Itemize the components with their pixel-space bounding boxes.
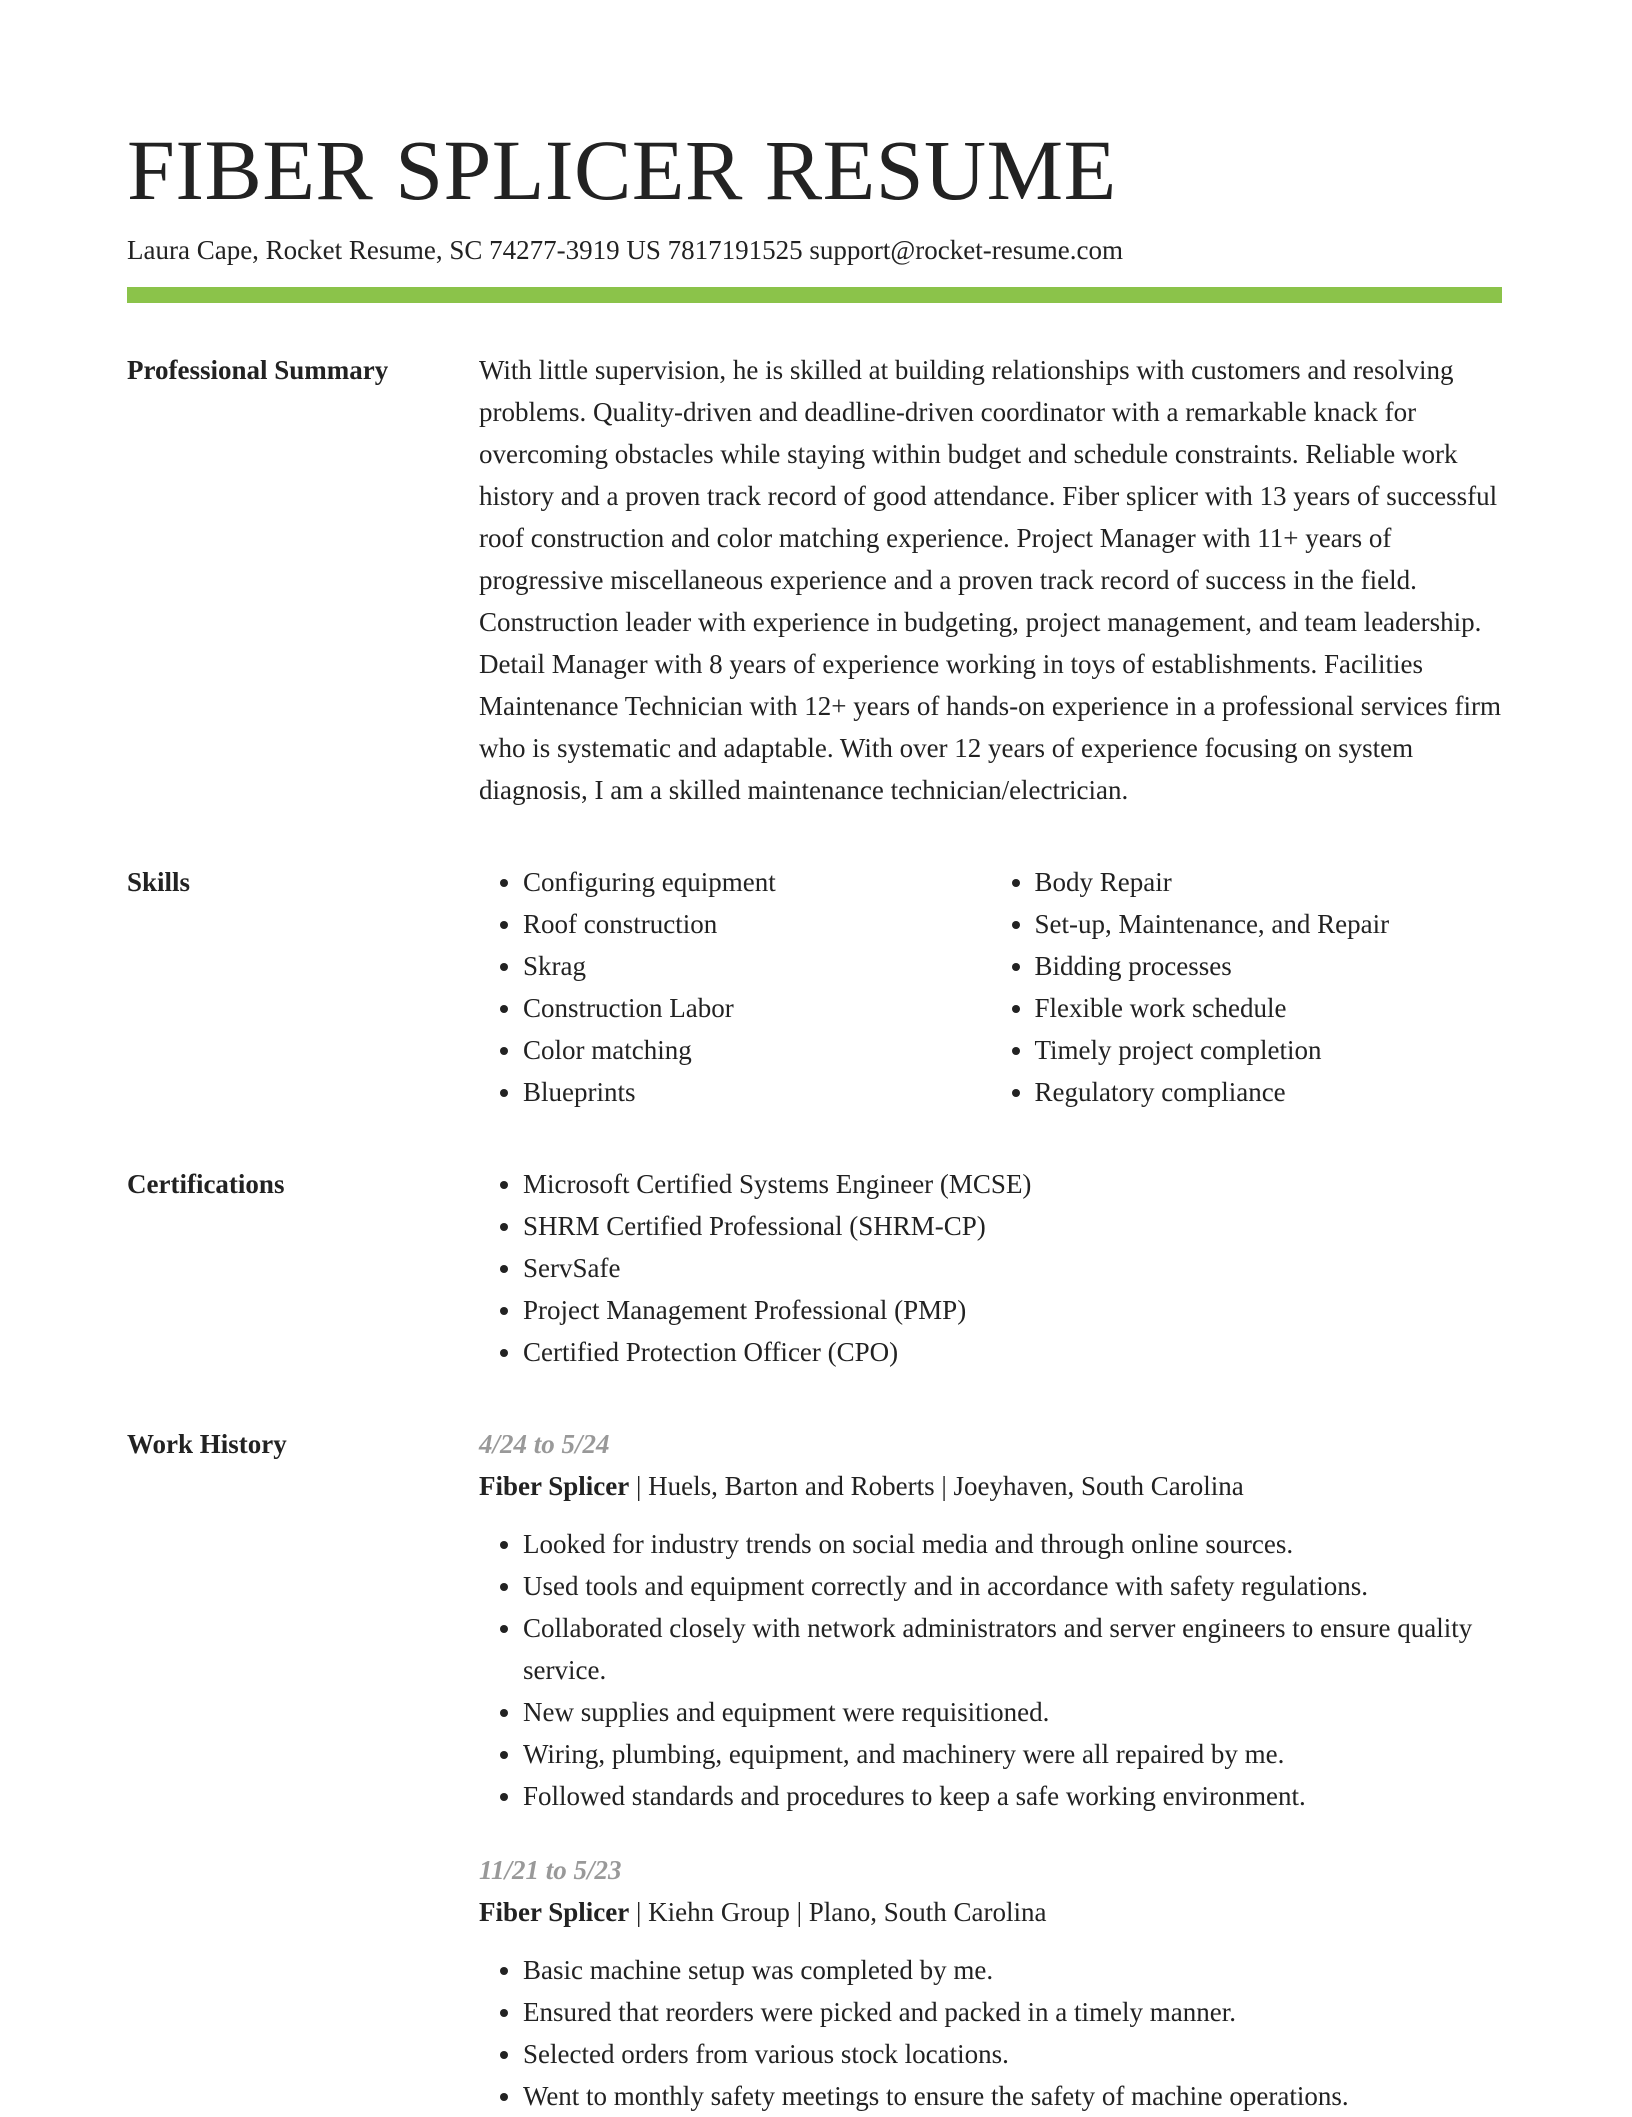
job-heading <box>479 1891 1502 1933</box>
list-item: • Body Repair <box>1035 861 1503 903</box>
list-item: • Bidding processes <box>1035 945 1503 987</box>
list-item: • Flexible work schedule <box>1035 987 1503 1029</box>
list-item: • Configuring equipment <box>523 861 991 903</box>
section-skills <box>127 861 1502 1113</box>
job-bullets <box>479 1523 1502 1817</box>
list-item: • Collaborated closely with network administrators and server engineers to ensure quality service. <box>523 1607 1502 1691</box>
list-item: • SHRM Certified Professional (SHRM-CP) <box>523 1205 1502 1247</box>
list-item: • Blueprints <box>523 1071 991 1113</box>
job-entry <box>479 1849 1502 2117</box>
list-item: • Color matching <box>523 1029 991 1071</box>
job-details: | Kiehn Group | Plano, South Carolina <box>629 1897 1047 1927</box>
list-item: • Skrag <box>523 945 991 987</box>
job-title: Fiber Splicer <box>479 1471 630 1501</box>
skills-list-left <box>479 861 991 1113</box>
list-item: • Ensured that reorders were picked and packed in a timely manner. <box>523 1991 1502 2033</box>
list-item: • Timely project completion <box>1035 1029 1503 1071</box>
list-item: • Followed standards and procedures to keep a safe working environment. <box>523 1775 1502 1817</box>
job-bullets <box>479 1949 1502 2117</box>
list-item: • Selected orders from various stock locations. <box>523 2033 1502 2075</box>
job-dates: 4/24 to 5/24 <box>479 1429 610 1459</box>
accent-divider <box>127 287 1502 303</box>
certifications-list <box>479 1163 1502 1373</box>
list-item: • New supplies and equipment were requisitioned. <box>523 1691 1502 1733</box>
list-item: • Looked for industry trends on social media and through online sources. <box>523 1523 1502 1565</box>
resume-title: FIBER SPLICER RESUME <box>127 122 1117 218</box>
list-item: • Set-up, Maintenance, and Repair <box>1035 903 1503 945</box>
job-entry <box>479 1423 1502 1817</box>
list-item: • Wiring, plumbing, equipment, and machinery were all repaired by me. <box>523 1733 1502 1775</box>
list-item: • Microsoft Certified Systems Engineer (MCSE) <box>523 1163 1502 1205</box>
list-item: • Roof construction <box>523 903 991 945</box>
list-item: • Basic machine setup was completed by me. <box>523 1949 1502 1991</box>
section-summary <box>127 349 1502 811</box>
job-dates: 11/21 to 5/23 <box>479 1855 622 1885</box>
section-label-skills: Skills <box>127 867 191 897</box>
list-item: • Regulatory compliance <box>1035 1071 1503 1113</box>
job-title: Fiber Splicer <box>479 1897 630 1927</box>
section-work-history <box>127 1423 1502 2117</box>
resume-page <box>127 120 1502 2117</box>
list-item: • Project Management Professional (PMP) <box>523 1289 1502 1331</box>
list-item: • Went to monthly safety meetings to ensure the safety of machine operations. <box>523 2075 1502 2117</box>
list-item: • Construction Labor <box>523 987 991 1029</box>
section-label-certifications: Certifications <box>127 1169 285 1199</box>
list-item: • ServSafe <box>523 1247 1502 1289</box>
section-label-work-history: Work History <box>127 1429 287 1459</box>
section-label-summary: Professional Summary <box>127 355 389 385</box>
contact-info: Laura Cape, Rocket Resume, SC 74277-3919 US 7817191525 support@rocket-resume.com <box>127 235 1123 265</box>
job-details: | Huels, Barton and Roberts | Joeyhaven, South Carolina <box>629 1471 1244 1501</box>
skills-list-right <box>991 861 1503 1113</box>
section-certifications <box>127 1163 1502 1373</box>
list-item: • Used tools and equipment correctly and in accordance with safety regulations. <box>523 1565 1502 1607</box>
job-heading <box>479 1465 1502 1507</box>
list-item: • Certified Protection Officer (CPO) <box>523 1331 1502 1373</box>
summary-text: With little supervision, he is skilled at building relationships with customers and resolving problems. Quality-driven and deadline-driven coordinator with a remarkable knack for overcoming obstacles while staying within budget and schedule constraints. Reliable work history and a proven track record of good attendance. Fiber splicer with 13 years of successful roof construction and color matching experience. Project Manager with 11+ years of progressive miscellaneous experience and a proven track record of success in the field. Construction leader with experience in budgeting, project management, and team leadership. Detail Manager with 8 years of experience working in toys of establishments. Facilities Maintenance Technician with 12+ years of hands-on experience in a professional services firm who is systematic and adaptable. With over 12 years of experience focusing on system diagnosis, I am a skilled maintenance technician/electrician. <box>479 355 1501 805</box>
